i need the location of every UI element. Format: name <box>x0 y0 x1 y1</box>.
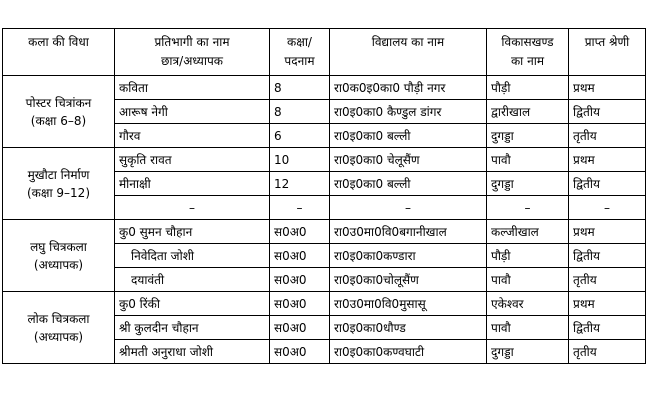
block-name: कल्जीखाल <box>487 220 569 244</box>
school-name: रा0क0इ0का0 पौड़ी नगर <box>330 76 487 100</box>
art-form-cell: पोस्टर चित्रांकन (कक्षा 6–8) <box>3 76 115 148</box>
school-name: रा0उ0मा0वि0मुसासू <box>330 292 487 316</box>
block-name: पौड़ी <box>487 76 569 100</box>
table-row <box>3 220 646 244</box>
class-value: स0अ0 <box>270 316 330 340</box>
block-name: पावौ <box>487 268 569 292</box>
header-class: कक्षा/ पदनाम <box>270 29 330 76</box>
participant-name: – <box>115 196 270 220</box>
block-name: पावौ <box>487 316 569 340</box>
school-name: – <box>330 196 487 220</box>
block-name: दुगड्डा <box>487 172 569 196</box>
class-value: 6 <box>270 124 330 148</box>
class-value: 8 <box>270 76 330 100</box>
header-participant: प्रतिभागी का नाम छात्र/अध्यापक <box>115 29 270 76</box>
block-name: एकेश्वर <box>487 292 569 316</box>
school-name: रा0इ0का0चोलूसैंण <box>330 268 487 292</box>
school-name: रा0इ0का0धौण्ड <box>330 316 487 340</box>
position-value: द्वितीय <box>569 316 646 340</box>
position-value: – <box>569 196 646 220</box>
school-name: रा0इ0का0 कैण्डुल डांगर <box>330 100 487 124</box>
block-name: दुगड्डा <box>487 340 569 364</box>
participant-name: गौरव <box>115 124 270 148</box>
class-value: 10 <box>270 148 330 172</box>
school-name: रा0इ0का0 चेलूसैंण <box>330 148 487 172</box>
header-position: प्राप्त श्रेणी <box>569 29 646 76</box>
class-value: 12 <box>270 172 330 196</box>
participant-name: मीनाक्षी <box>115 172 270 196</box>
results-table <box>2 28 646 364</box>
class-value: – <box>270 196 330 220</box>
table-row <box>3 292 646 316</box>
position-value: प्रथम <box>569 76 646 100</box>
school-name: रा0इ0का0 बल्ली <box>330 172 487 196</box>
class-value: स0अ0 <box>270 268 330 292</box>
block-name: दुगड्डा <box>487 124 569 148</box>
block-name: – <box>487 196 569 220</box>
position-value: तृतीय <box>569 124 646 148</box>
art-form-cell: मुखौटा निर्माण (कक्षा 9–12) <box>3 148 115 220</box>
school-name: रा0इ0का0 बल्ली <box>330 124 487 148</box>
school-name: रा0इ0का0कण्डारा <box>330 244 487 268</box>
class-value: स0अ0 <box>270 340 330 364</box>
participant-name: श्री कुलदीन चौहान <box>115 316 270 340</box>
participant-name: कु0 सुमन चौहान <box>115 220 270 244</box>
art-form-cell: लघु चित्रकला (अध्यापक) <box>3 220 115 292</box>
participant-name: कविता <box>115 76 270 100</box>
position-value: तृतीय <box>569 268 646 292</box>
class-value: स0अ0 <box>270 244 330 268</box>
header-row <box>3 29 646 76</box>
position-value: प्रथम <box>569 292 646 316</box>
header-block: विकासखण्ड का नाम <box>487 29 569 76</box>
position-value: प्रथम <box>569 220 646 244</box>
class-value: 8 <box>270 100 330 124</box>
school-name: रा0इ0का0कण्वघाटी <box>330 340 487 364</box>
participant-name: दयावंती <box>115 268 270 292</box>
art-form-cell: लोक चित्रकला (अध्यापक) <box>3 292 115 364</box>
school-name: रा0उ0मा0वि0बगानीखाल <box>330 220 487 244</box>
position-value: द्वितीय <box>569 100 646 124</box>
header-school: विद्यालय का नाम <box>330 29 487 76</box>
position-value: प्रथम <box>569 148 646 172</box>
participant-name: सुकृति रावत <box>115 148 270 172</box>
header-art-form: कला की विधा <box>3 29 115 76</box>
participant-name: निवेदिता जोशी <box>115 244 270 268</box>
participant-name: आरूष नेगी <box>115 100 270 124</box>
table-row <box>3 76 646 100</box>
position-value: द्वितीय <box>569 244 646 268</box>
class-value: स0अ0 <box>270 220 330 244</box>
position-value: द्वितीय <box>569 172 646 196</box>
participant-name: कु0 रिंकी <box>115 292 270 316</box>
table-row <box>3 148 646 172</box>
participant-name: श्रीमती अनुराधा जोशी <box>115 340 270 364</box>
block-name: पावौ <box>487 148 569 172</box>
block-name: पौड़ी <box>487 244 569 268</box>
block-name: द्वारीखाल <box>487 100 569 124</box>
class-value: स0अ0 <box>270 292 330 316</box>
position-value: तृतीय <box>569 340 646 364</box>
